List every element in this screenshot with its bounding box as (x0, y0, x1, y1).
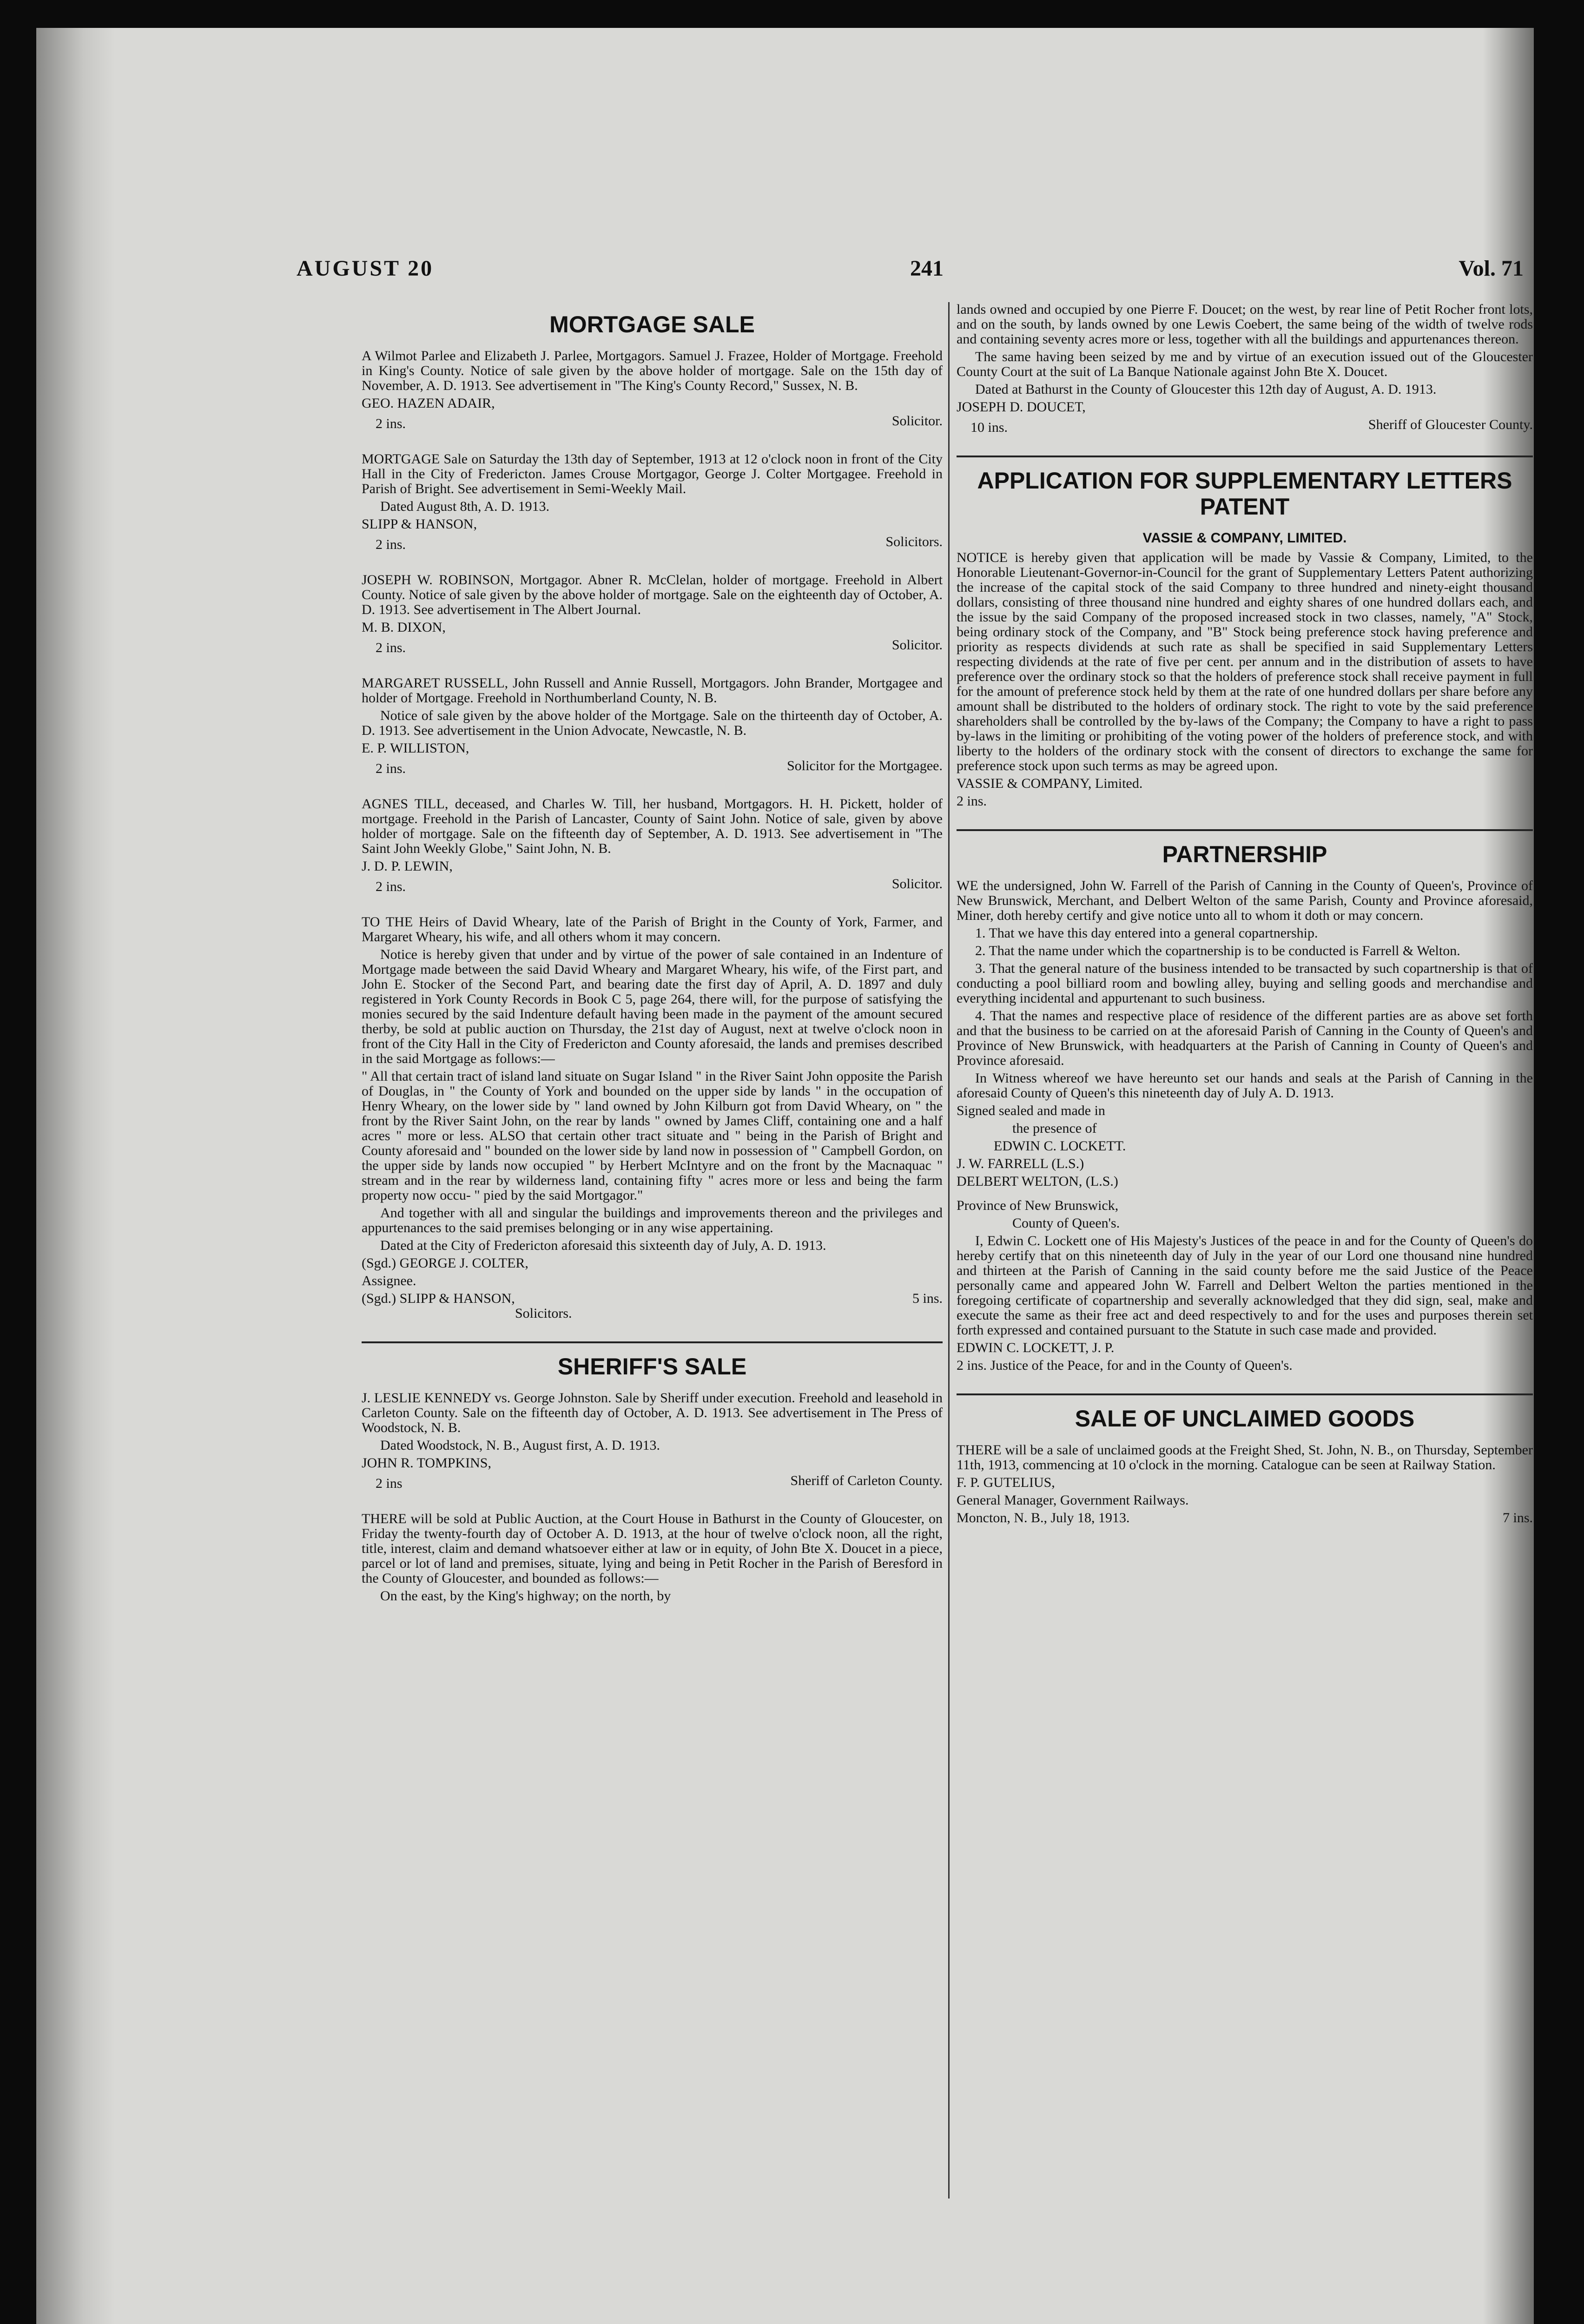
notice-text: A Wilmot Parlee and Elizabeth J. Parlee, Mortgagors. Samuel J. Frazee, Holder of Mortgage. Freehold in King's County. Notice of sale given by the above holder of mortgage. Sale on the 15th day of November, A. D. 1913. See advertisement in "The King's County Record," Sussex, N. B. (362, 348, 943, 393)
signer-title: General Manager, Government Railways. (957, 1492, 1189, 1508)
insertions: 2 ins. (376, 640, 406, 655)
signer-title: Sheriff of Gloucester County. (1368, 417, 1533, 432)
mortgage-sale-heading: MORTGAGE SALE (549, 311, 755, 337)
notice-text-2: On the east, by the King's highway; on the north, by (380, 1588, 671, 1604)
header-date: AUGUST 20 (297, 256, 434, 281)
notice-text: THERE will be a sale of unclaimed goods at the Freight Shed, St. John, N. B., on Thursday, September 11th, 1913, commencing at 10 o'clock in the morning. Catalogue can be seen at Railway Station. (957, 1442, 1533, 1472)
notice-text: JOSEPH W. ROBINSON, Mortgagor. Abner R. McClelan, holder of mortgage. Freehold in Albert County. Notice of sale given by the above holder of mortgage. Sale on the eighteenth day of October, A. D. 1913. See advertisement in The Albert Journal. (362, 572, 943, 617)
newspaper-page (36, 28, 1534, 2324)
notice-signer: GEO. HAZEN ADAIR, (362, 396, 495, 411)
sheriff-notice-doucet-continued (957, 302, 1533, 435)
signer-title: Solicitor. (891, 413, 943, 429)
notice-text-2: The same having been seized by me and by virtue of an execution issued out of the Gloucester County Court at the suit of La Banque Nationale against John Bte X. Doucet. (957, 349, 1533, 379)
notice-place: Moncton, N. B., July 18, 1913. (957, 1510, 1130, 1525)
notice-signer: EDWIN C. LOCKETT, J. P. (957, 1340, 1115, 1355)
notice-para-2: Notice is hereby given that under and by virtue of the power of sale contained in an Indenture of Mortgage made between the said David Wheary and Margaret Wheary, his wife, of the First part, and John E. Stocker of the Second Part, and bearing date the first day of April, A. D. 1897 and duly registered in York County Records in Book C 5, page 264, there will, for the purpose of satisfying the monies secured by the said Indenture default having been made in the payment of the amount secured therby, be sold at public auction on Thursday, the 21st day of August, next at twelve o'clock noon in front of the City Hall in the City of Fredericton and County aforesaid, the lands and premises described in the said Mortgage as follows:— (362, 947, 943, 1066)
notice-signer: (Sgd.) GEORGE J. COLTER, (362, 1255, 528, 1271)
part-para-9: I, Edwin C. Lockett one of His Majesty's Justices of the peace in and for the County of Queen's do hereby certify that on this nineteenth day of July in the year of our Lord one thousand nine hundred and thirteen at the Parish of Canning in the said county before me the said Justice of the Peace personally came and appeared John W. Farrell and Delbert Welton the parties mentioned in the foregoing certificate of copartnership and severally acknowledged that they did sign, seal, make and execute the same as their free act and deed respectively to and for the uses and purposes therein set forth expressed and contained pursuant to the Statute in such case made and provided. (957, 1233, 1533, 1338)
notice-dated: Dated Woodstock, N. B., August first, A. D. 1913. (380, 1438, 660, 1453)
part-para-3: 2. That the name under which the copartnership is to be conducted is Farrell & Welton. (975, 943, 1460, 958)
notice-signer: JOSEPH D. DOUCET, (957, 399, 1086, 415)
notice-signer: M. B. DIXON, (362, 620, 446, 635)
mortgage-notice-robinson (362, 573, 943, 655)
notice-signer: J. D. P. LEWIN, (362, 858, 453, 874)
sheriff-notice-kennedy (362, 1391, 943, 1491)
mortgage-notice-russell (362, 676, 943, 776)
notice-para-5: Dated at the City of Fredericton aforesaid this sixteenth day of July, A. D. 1913. (380, 1238, 826, 1253)
notice-text: J. LESLIE KENNEDY vs. George Johnston. Sale by Sheriff under execution. Freehold and leasehold in Carleton County. Sale on the fifteenth day of October, A. D. 1913. See advertisement in The Press of Woodstock, N. B. (362, 1390, 943, 1435)
unclaimed-goods-heading: SALE OF UNCLAIMED GOODS (1075, 1406, 1415, 1432)
notice-text: NOTICE is hereby given that application will be made by Vassie & Company, Limited, to the Honorable Lieutenant-Governor-in-Council for the grant of Supplementary Letters Patent authorizing the increase of the capital stock of the said Company to three hundred and ninety-eight thousand dollars, consisting of three thousand nine hundred and eighty shares of one hundred dollars each, and the issue by the said Company of the proposed increased stock in two classes, namely, "A" Stock, being ordinary stock of the Company, and "B" Stock being preference stock having preference and priority as respects dividends at such rate as shall be specified in said Supplementary Letters respecting dividends at the rate of five per cent. per annum and in the distribution of assets to have preference over the ordinary stock so that the holders of preference stock shall receive payment in full for the amount of preference stock held by them at the rate of one hundred dollars per share before any amount shall be distributed to the holders of ordinary stock. The right to vote by the said preference shareholders shall be controlled by the by-laws of the Company; the Company to have a right to pass by-laws in the limiting or prohibiting of the voting power of the holders of preference stock, and with liberty to the holders of the ordinary stock with the consent of directors to exchange the same for preference stock upon such terms as may be agreed upon. (957, 550, 1533, 773)
part-para-2: 1. That we have this day entered into a general copartnership. (975, 925, 1318, 941)
sheriffs-sale-heading: SHERIFF'S SALE (557, 1353, 747, 1380)
province-line: Province of New Brunswick, (957, 1198, 1119, 1213)
binding-gutter (36, 28, 115, 2324)
notice-signer: VASSIE & COMPANY, Limited. (957, 776, 1143, 791)
witness: EDWIN C. LOCKETT. (994, 1138, 1126, 1154)
part-para-7: Signed sealed and made in (957, 1103, 1105, 1118)
signer-title: Solicitors. (885, 534, 943, 549)
county-line: County of Queen's. (1012, 1215, 1120, 1231)
notice-text: lands owned and occupied by one Pierre F. Doucet; on the west, by rear line of Petit Rocher front lots, and on the south, by lands owned by one Lewis Coebert, the same being of the width of twelve rods and containing seventy acres more or less, together with all the buildings and appurtenances thereon. (957, 302, 1533, 347)
mortgage-notice-crouse (362, 452, 943, 552)
notice-text: MORTGAGE Sale on Saturday the 13th day of September, 1913 at 12 o'clock noon in front of the City Hall in the City of Fredericton. James Crouse Mortgagor, George J. Colter Mortgagee. Freehold in Parish of Bright. See advertisement in Semi-Weekly Mail. (362, 451, 943, 496)
insertions: 2 ins. (376, 416, 406, 431)
part-para-1: WE the undersigned, John W. Farrell of the Parish of Canning in the County of Queen's, Province of New Brunswick, Merchant, and Delbert Welton of the same Parish, County and Province aforesaid, Miner, doth hereby certify and give notice unto all to whom it doth or may concern. (957, 878, 1533, 923)
section-rule (362, 1341, 943, 1343)
signer-title: Solicitor. (891, 637, 943, 653)
notice-para-1: TO THE Heirs of David Wheary, late of the Parish of Bright in the County of York, Farmer, and Margaret Wheary, his wife, and all others whom it may concern. (362, 914, 943, 944)
signer-title: Solicitor for the Mortgagee. (787, 758, 943, 773)
mortgage-notice-wheary (362, 915, 943, 1321)
partnership-notice (957, 878, 1533, 1373)
mortgage-notice-parlee (362, 349, 943, 431)
part-para-6: In Witness whereof we have hereunto set our hands and seals at the Parish of Canning in the aforesaid County of Queen's this nineteenth day of July A. D. 1913. (957, 1070, 1533, 1101)
page-number: 241 (910, 256, 944, 281)
page-header (297, 251, 1524, 293)
solicitor: (Sgd.) SLIPP & HANSON, (362, 1291, 515, 1306)
section-rule (957, 456, 1533, 457)
insertions: 2 ins. (376, 879, 406, 894)
part-para-4: 3. That the general nature of the business intended to be transacted by such copartnership is that of conducting a pool billiard room and bowling alley, buying and selling goods and merchandise and everything incidental and appurtenant to such business. (957, 961, 1533, 1006)
part-para-8: the presence of (1012, 1121, 1097, 1136)
notice-signer: JOHN R. TOMPKINS, (362, 1455, 491, 1471)
signer-title: Sheriff of Carleton County. (790, 1473, 943, 1488)
notice-para-3: " All that certain tract of island land situate on Sugar Island " in the River Saint John opposite the Parish of Douglas, in " the County of York and bounded on the upper side by lands " in the occupation of Henry Wheary, on the lower side by " land owned by John Kilburn got from David Wheary, on " the front by the River Saint John, on the rear by lands " owned by James Cliff, containing one and a half acres " more or less. ALSO that certain other tract situate and " being in the Parish of Bright and County aforesaid and " bounded on the lower side by land now in possession of " Campbell Gordon, on the upper side by lands now occupied " by Herbert McIntyre and on the front by the Macnaquac " stream and in the rear by wilderness land, containing fifty " acres more or less and being the farm property now occu- " pied by the said Mortgagor." (362, 1069, 943, 1203)
insertions: 7 ins. (1502, 1510, 1533, 1525)
insertions: 2 ins. (376, 761, 406, 776)
notice-text-2: Notice of sale given by the above holder of the Mortgage. Sale on the thirteenth day of October, A. D. 1913. See advertisement in the Union Advocate, Newcastle, N. B. (362, 708, 943, 738)
notice-signer: SLIPP & HANSON, (362, 516, 477, 532)
section-rule (957, 829, 1533, 831)
insertions: 2 ins. (376, 537, 406, 552)
left-column (362, 302, 943, 1624)
application-subheading: VASSIE & COMPANY, LIMITED. (1142, 530, 1347, 546)
mortgage-notice-till (362, 797, 943, 894)
signature-1: J. W. FARRELL (L.S.) (957, 1156, 1084, 1171)
notice-para-4: And together with all and singular the buildings and improvements thereon and the privileges and appurtenances to the said premises belonging or in any wise appertaining. (362, 1205, 943, 1235)
signer-title: Assignee. (362, 1273, 416, 1288)
insertions: 2 ins. (957, 793, 987, 809)
sheriff-notice-doucet (362, 1512, 943, 1604)
insertions: 5 ins. (912, 1291, 943, 1306)
part-para-5: 4. That the names and respective place of residence of the different parties are as above set forth and that the business to be carried on at the aforesaid Parish of Canning in the County of Queen's and Province of New Brunswick, with headquarters at the Parish of Canning in County of Queen's and Province aforesaid. (957, 1008, 1533, 1068)
column-divider (948, 302, 950, 2199)
notice-signer: E. P. WILLISTON, (362, 740, 469, 756)
volume-label: Vol. 71 (1459, 256, 1524, 281)
insertions: 2 ins. Justice of the Peace, for and in the County of Queen's. (957, 1358, 1293, 1373)
solicitor-title: Solicitors. (515, 1306, 572, 1321)
application-heading: APPLICATION FOR SUPPLEMENTARY LETTERS PATENT (977, 468, 1512, 520)
notice-dated: Dated at Bathurst in the County of Gloucester this 12th day of August, A. D. 1913. (975, 382, 1437, 397)
notice-text: AGNES TILL, deceased, and Charles W. Till, her husband, Mortgagors. H. H. Pickett, holder of mortgage. Freehold in the Parish of Lancaster, County of Saint John. Notice of sale, given by above holder of mortgage. Sale on the fifteenth day of September, A. D. 1913. See advertisement in "The Saint John Weekly Globe," Saint John, N. B. (362, 796, 943, 856)
partnership-heading: PARTNERSHIP (1162, 841, 1327, 867)
right-column (957, 302, 1533, 1546)
application-notice (957, 550, 1533, 809)
signer-title: Solicitor. (891, 876, 943, 891)
insertions: 2 ins (376, 1476, 403, 1491)
notice-signer: F. P. GUTELIUS, (957, 1475, 1055, 1490)
insertions: 10 ins. (970, 420, 1008, 435)
notice-dated: Dated August 8th, A. D. 1913. (380, 499, 550, 514)
notice-text: THERE will be sold at Public Auction, at the Court House in Bathurst in the County of Gloucester, on Friday the twenty-fourth day of October A. D. 1913, at the hour of twelve o'clock noon, all the right, title, interest, claim and demand whatsoever either at law or in equity, of John Bte X. Doucet in a piece, parcel or lot of land and premises, situate, lying and being in Petit Rocher in the Parish of Beresford in the County of Gloucester, and bounded as follows:— (362, 1511, 943, 1586)
unclaimed-goods-notice (957, 1443, 1533, 1525)
signature-2: DELBERT WELTON, (L.S.) (957, 1174, 1118, 1189)
section-rule (957, 1393, 1533, 1395)
notice-text: MARGARET RUSSELL, John Russell and Annie Russell, Mortgagors. John Brander, Mortgagee and holder of Mortgage. Freehold in Northumberland County, N. B. (362, 675, 943, 706)
